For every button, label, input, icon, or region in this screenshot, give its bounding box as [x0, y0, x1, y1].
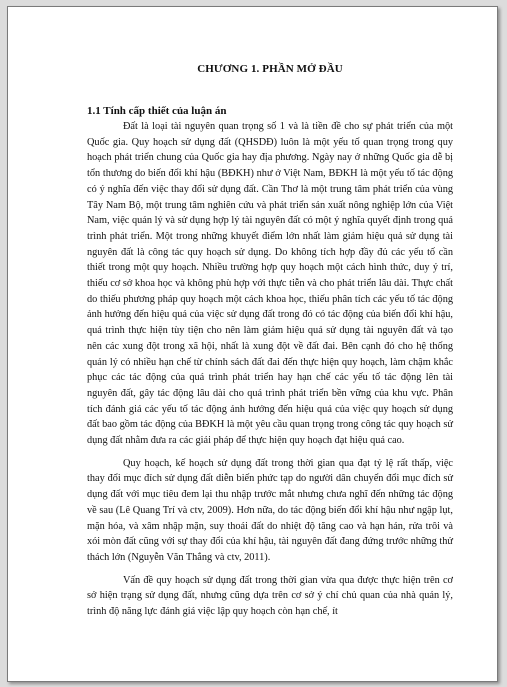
- paragraph-1: Đất là loại tài nguyên quan trọng số 1 và là tiền đề cho sự phát triển của một Quốc gia. Quy hoạch sử dụng đất (QHSDĐ) luôn là một yếu tố quan trọng trong quy hoạch phát triển chung của Quốc gia hay địa phương. Ngày nay ở những Quốc gia dễ bị tổn thương do biến đổi khí hậu (BĐKH) như ở Việt Nam, BĐKH là một yếu tố tác động có ý nghĩa đến việc thay đổi sử dụng đất. Cần Thơ là một trung tâm phát triển của vùng Tây Nam Bộ, một trung tâm nghiên cứu và phát triển sản xuất nông nghiệp lớn của Việt Nam, việc quản lý và sử dụng hợp lý tài nguyên đất có một ý nghĩa quyết định trong quá trình phát triển. Một trong những khuyết điểm lớn nhất làm giảm hiệu quả sử dụng tài nguyên đất là công tác quy hoạch sử dụng. Do không tích hợp đầy đủ các yếu tố cần thiết trong một quy hoạch. Nhiều trường hợp quy hoạch một cách hình thức, duy ý trí, thiếu cơ sở khoa học và không phù hợp với thực tiễn và cho phát triển lâu dài. Thực chất do thiếu phương pháp quy hoạch một cách khoa học, thiếu phân tích các yếu tố tác động ảnh hưởng đến hiệu quả của việc sử dụng đất trong đó có tác động của biến đổi khí hậu, quá trình thực hiện tùy tiện cho nên làm giảm hiệu quả sử dụng tài nguyên đất và tạo nên các xung đột trong xã hội, nhất là xung đột về đất đai. Bên cạnh đó cho hệ thống quản lý có nhiều hạn chế từ chính sách đất đai đến thực hiện quy hoạch, làm chậm khắc phục các tác động của quá trình phát triển hay hạn chế các yếu tố tác động lên tài nguyên đất, gây tác động lâu dài cho quá trình phát triển bền vững của khu vực. Phân tích đánh giá các yếu tố tác động ảnh hưởng đến hiệu quả của việc quy hoạch sử dụng đất bao gồm tác động của BĐKH là một yêu cầu quan trọng trong công tác quy hoạch sử dụng đất nhằm đưa ra các giải pháp để thực hiện quy hoạch đạt hiệu quả cao.: [87, 121, 453, 447]
- chapter-title: CHƯƠNG 1. PHẦN MỞ ĐẦU: [197, 63, 343, 75]
- document-page: [7, 6, 498, 682]
- paragraph-3: Vấn đề quy hoạch sử dụng đất trong thời gian vừa qua được thực hiện trên cơ sở hiện trạng sử dụng đất, nhưng cũng dựa trên cơ sở ý chí chủ quan của nhà quản lý, trình độ năng lực đánh giá việc lập quy hoạch còn hạn chế, ít: [87, 574, 453, 618]
- section-heading: 1.1 Tính cấp thiết của luận án: [87, 105, 227, 117]
- paragraph-2: Quy hoạch, kế hoạch sử dụng đất trong thời gian qua đạt tỷ lệ rất thấp, việc thay đổi mục đích sử dụng đất diễn biến phức tạp do người dân chuyển đổi mục đích sử dụng đất với mục tiêu đem lại thu nhập trước mắt nhưng chưa nghĩ đến những tác động về sau (Lê Quang Trí và ctv, 2009). Hơn nữa, do tác động biến đổi khí hậu như ngập lụt, mặn hóa, và xâm nhập mặn, suy thoái đất do nhiệt độ tăng cao và hạn hán, rửa trôi và xói mòn đất cũng với sự thay đổi của khí hậu, tài nguyên đất đang đứng trước những thử thách lớn (Nguyễn Văn Thắng và ctv, 2011).: [87, 457, 453, 563]
- page-content: [87, 62, 453, 620]
